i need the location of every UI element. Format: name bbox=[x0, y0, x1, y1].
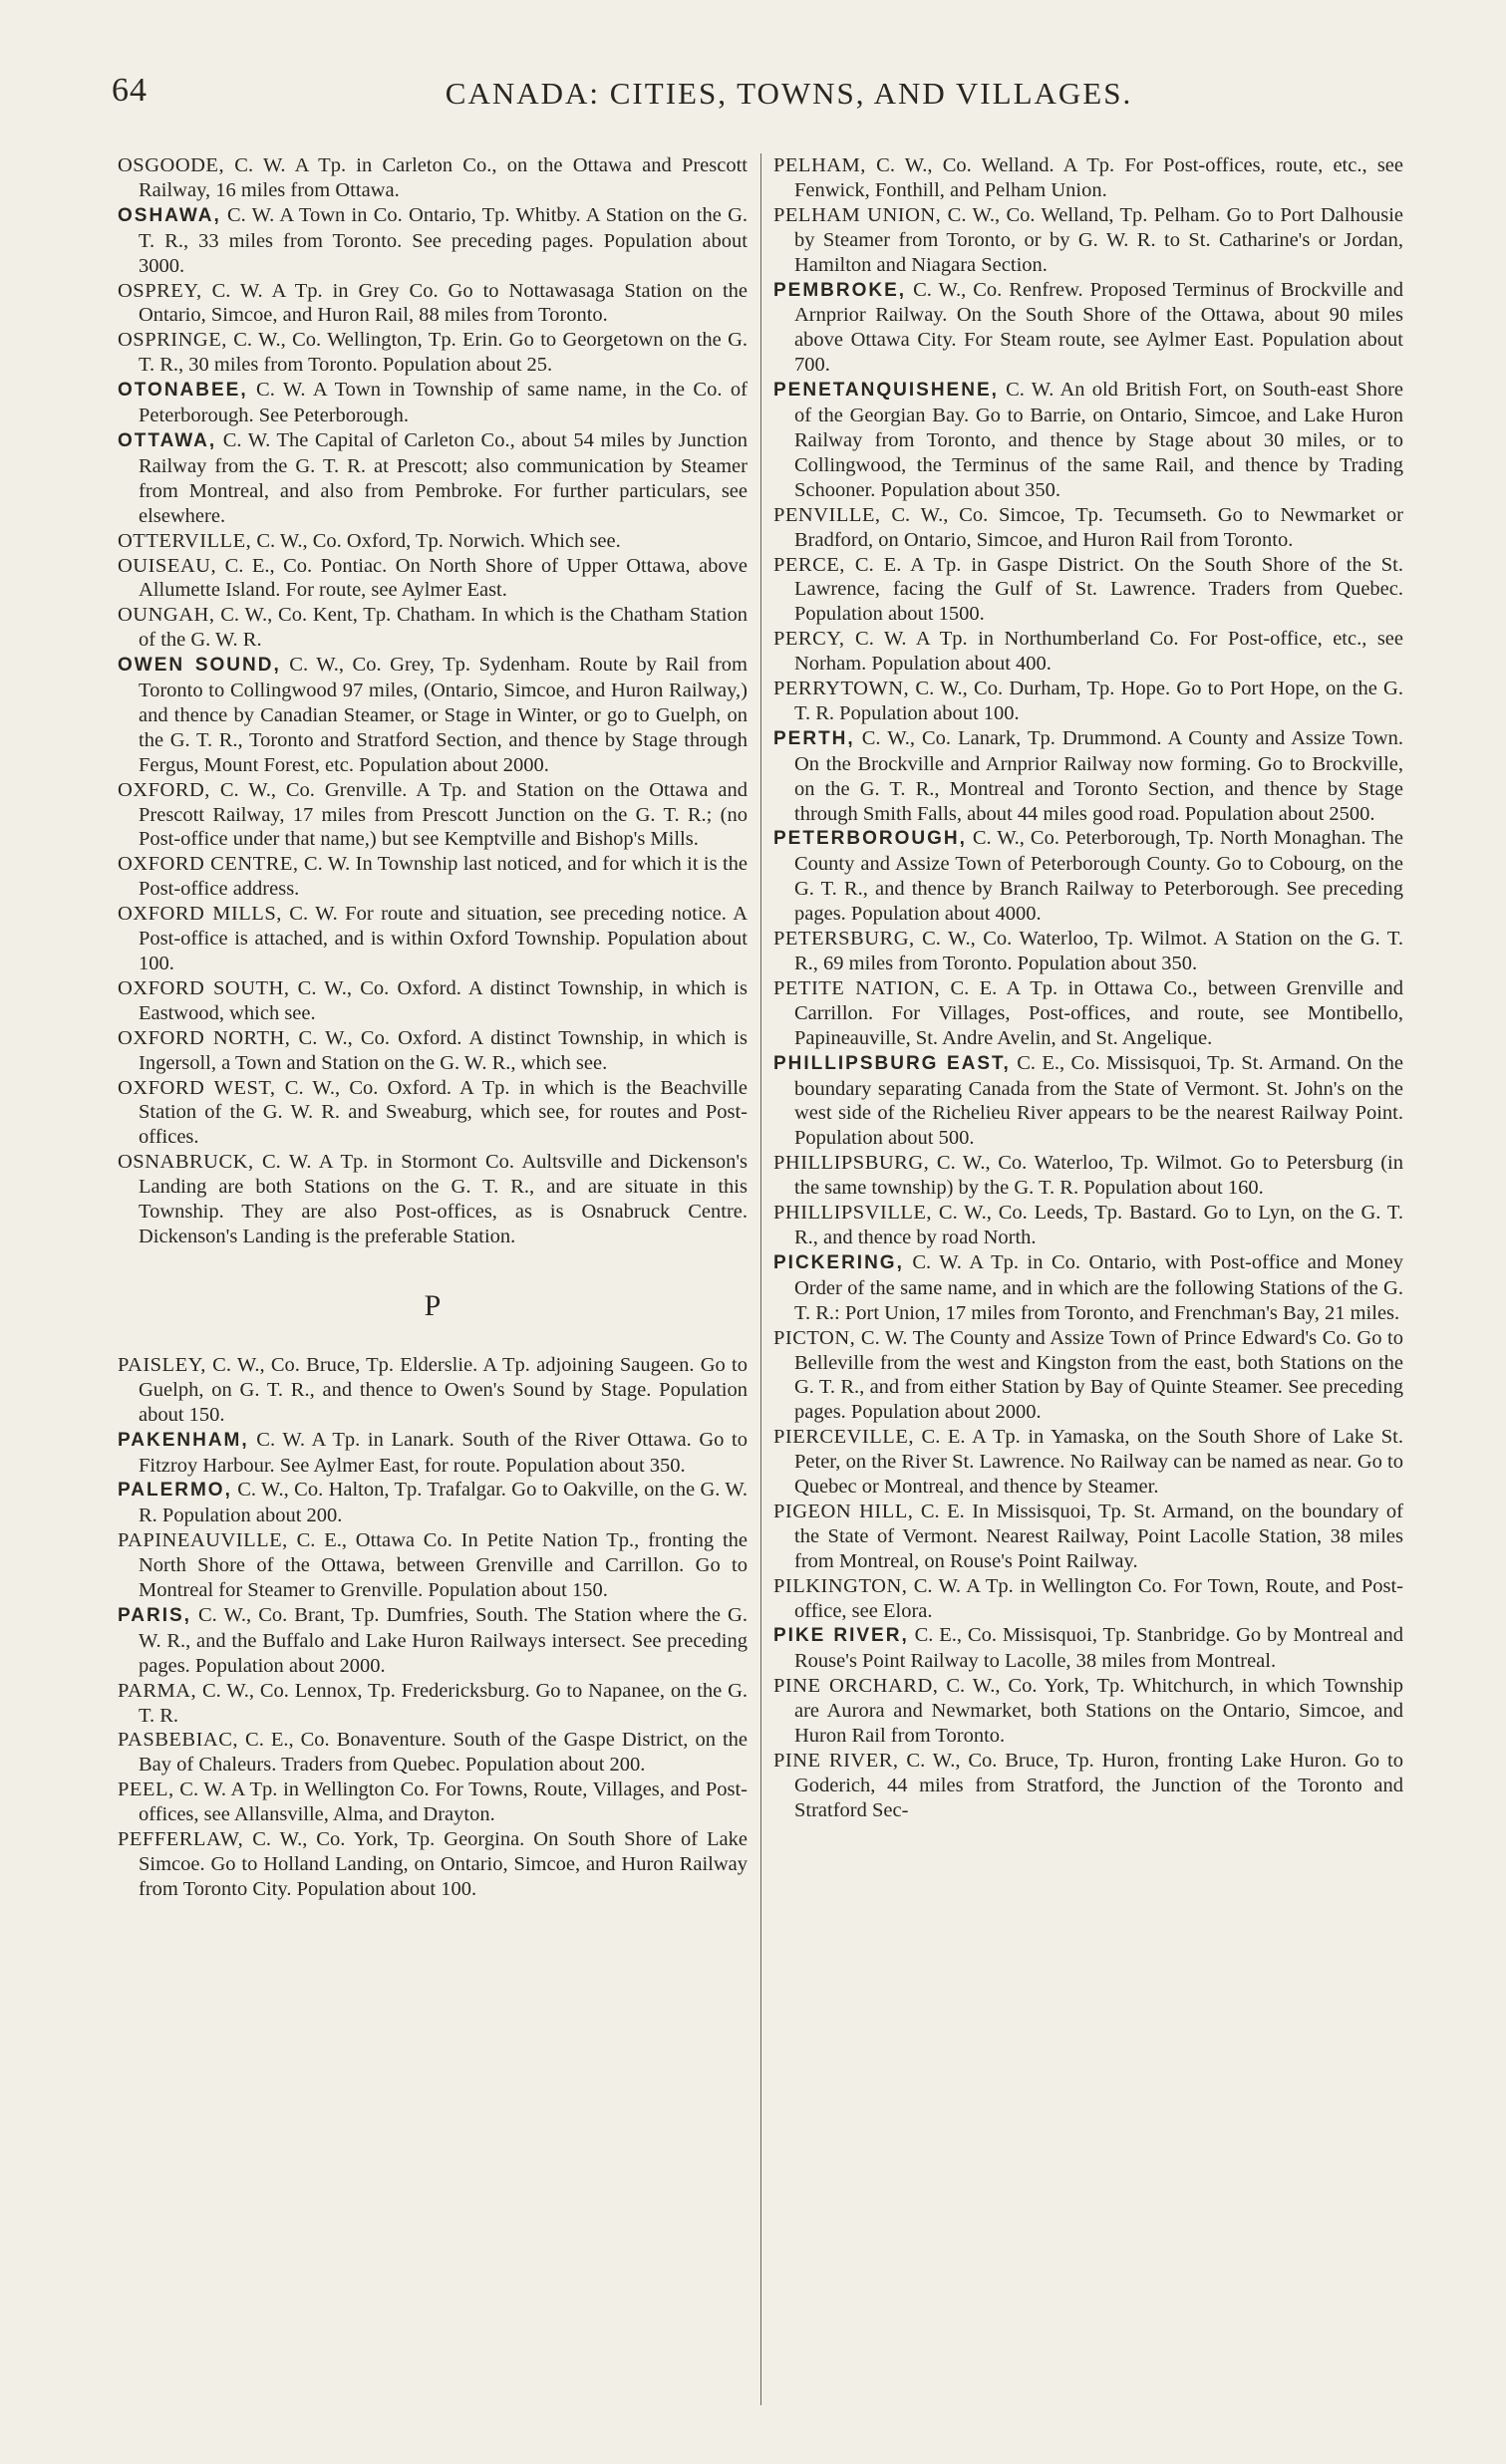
entry-text: C. E., Co. Pontiac. On North Shore of Upper Ottawa, above Allumette Island. For route, see Aylmer East. bbox=[139, 554, 748, 602]
gazetteer-entry bbox=[773, 1250, 1403, 1326]
gazetteer-entry bbox=[773, 203, 1403, 278]
gazetteer-entry bbox=[773, 1051, 1403, 1152]
entry-text: C. W., Co. Grenville. A Tp. and Station on the Ottawa and Prescott Railway, 17 miles from Prescott Junction on the G. T. R.; (no Post-office under that name,) but see Kemptville and Bishop's Mills. bbox=[139, 778, 748, 851]
entry-headword: PAPINEAUVILLE, bbox=[118, 1529, 288, 1552]
gazetteer-entry bbox=[118, 976, 748, 1026]
entry-text: C. W., Co. Leeds, Tp. Bastard. Go to Lyn, on the G. T. R., and thence by road North. bbox=[794, 1202, 1403, 1248]
entry-headword: OTTAWA, bbox=[118, 429, 217, 451]
entry-headword: OXFORD SOUTH, bbox=[118, 976, 290, 999]
gazetteer-entry bbox=[773, 927, 1403, 976]
entry-headword: PELHAM UNION, bbox=[773, 203, 942, 226]
gazetteer-entry bbox=[773, 826, 1403, 927]
entry-headword: OXFORD NORTH, bbox=[118, 1026, 291, 1049]
entry-headword: PENETANQUISHENE, bbox=[773, 380, 999, 402]
gazetteer-entry bbox=[773, 153, 1403, 203]
gazetteer-entry bbox=[773, 976, 1403, 1051]
gazetteer-entry bbox=[118, 428, 748, 529]
gazetteer-entry bbox=[773, 1574, 1403, 1624]
entry-text: C. W., Co. Kent, Tp. Chatham. In which is the Chatham Station of the G. W. R. bbox=[139, 604, 748, 652]
entry-text: C. E. In Missisquoi, Tp. St. Armand, on the boundary of the State of Vermont. Nearest Railway, Point Lacolle Station, 38 miles from Montreal, on Rouse's Point Railway. bbox=[794, 1500, 1403, 1572]
gazetteer-entry bbox=[118, 1603, 748, 1679]
entry-headword: OSPRINGE, bbox=[118, 329, 227, 352]
entry-headword: OSNABRUCK, bbox=[118, 1151, 254, 1174]
entry-headword: PIERCEVILLE, bbox=[773, 1426, 914, 1449]
entry-headword: PILKINGTON, bbox=[773, 1574, 908, 1597]
entry-text: C. W., Co. Oxford. A Tp. in which is the Beachville Station of the G. W. R. and Sweaburg, which see, for routes and Post-offices. bbox=[139, 1076, 748, 1149]
gazetteer-entry bbox=[118, 153, 748, 203]
page-header bbox=[112, 72, 1406, 122]
entry-text: C. W., Co. Wellington, Tp. Erin. Go to Georgetown on the G. T. R., 30 miles from Toronto. Population about 25. bbox=[139, 329, 748, 377]
entry-text: C. E. A Tp. in Gaspe District. On the South Shore of the St. Lawrence, facing the Gulf of St. Lawrence. Traders from Quebec. Population about 1500. bbox=[794, 553, 1403, 626]
gazetteer-entry bbox=[118, 203, 748, 279]
entry-headword: OXFORD CENTRE, bbox=[118, 853, 299, 876]
entry-headword: PHILLIPSBURG EAST, bbox=[773, 1052, 1011, 1074]
entry-headword: PINE RIVER, bbox=[773, 1750, 899, 1772]
running-head: CANADA: CITIES, TOWNS, AND VILLAGES. bbox=[445, 76, 1133, 111]
entry-headword: OXFORD MILLS, bbox=[118, 903, 282, 926]
entry-text: C. E., Co. Missisquoi, Tp. Stanbridge. Go by Montreal and Rouse's Point Railway to Lacolle, 38 miles from Montreal. bbox=[794, 1624, 1403, 1673]
entry-headword: PARIS, bbox=[118, 1604, 191, 1626]
column-divider bbox=[760, 153, 761, 2405]
entry-headword: PEFFERLAW, bbox=[118, 1828, 244, 1851]
entry-text: C. W. An old British Fort, on South-east Shore of the Georgian Bay. Go to Barrie, on Ontario, Simcoe, and Lake Huron Railway from Toronto, and thence by Stage about 30 miles, or to Collingwood, the Terminus of the same Rail, and thence by Trading Schooner. Population about 350. bbox=[794, 379, 1403, 501]
entry-text: C. W., Co. York, Tp. Georgina. On South Shore of Lake Simcoe. Go to Holland Landing, on Ontario, Simcoe, and Huron Railway from Toronto City. Population about 100. bbox=[139, 1828, 748, 1900]
entry-headword: PETERBOROUGH, bbox=[773, 828, 967, 850]
gazetteer-entry bbox=[118, 1827, 748, 1902]
gazetteer-entry bbox=[118, 1478, 748, 1528]
entry-headword: PETITE NATION, bbox=[773, 976, 941, 999]
gazetteer-entry bbox=[118, 1778, 748, 1827]
entry-text: C. W. For route and situation, see preceding notice. A Post-office is attached, and is within Oxford Township. Population about 100. bbox=[139, 903, 748, 974]
entry-headword: PINE ORCHARD, bbox=[773, 1675, 939, 1698]
entry-text: C. E. A Tp. in Ottawa Co., between Grenville and Carrillon. For Villages, Post-offices, and route, see Montibello, Papineauville, St. Andre Avelin, and St. Angelique. bbox=[794, 976, 1403, 1049]
entry-headword: PAKENHAM, bbox=[118, 1429, 249, 1451]
gazetteer-entry bbox=[118, 1528, 748, 1603]
gazetteer-entry bbox=[773, 378, 1403, 503]
entry-headword: PEEL, bbox=[118, 1779, 174, 1801]
entry-headword: OUNGAH, bbox=[118, 604, 215, 627]
gazetteer-entry bbox=[773, 1151, 1403, 1201]
entry-text: C. W., Co. Grey, Tp. Sydenham. Route by Rail from Toronto to Collingwood 97 miles, (Ontario, Simcoe, and Huron Railway,) and thence by Canadian Steamer, or Stage in Winter, or go to Guelph, on the G. T. R., Toronto and Stratford Section, and thence by Stage through Fergus, Mount Forest, etc. Population about 2000. bbox=[139, 654, 748, 776]
gazetteer-entry bbox=[773, 726, 1403, 827]
entry-text: C. W., Co. Lennox, Tp. Fredericksburg. Go to Napanee, on the G. T. R. bbox=[139, 1679, 748, 1727]
gazetteer-entry bbox=[773, 503, 1403, 553]
entry-text: C. W., Co. Lanark, Tp. Drummond. A County and Assize Town. On the Brockville and Arnprior Railway now forming. Go to Brockville, on the G. T. R., Montreal and Toronto Section, and thence by Stage through Smith Falls, about 44 miles good road. Population about 2500. bbox=[794, 726, 1403, 825]
entry-headword: OSPREY, bbox=[118, 279, 202, 302]
entry-text: C. W., Co. Waterloo, Tp. Wilmot. Go to Petersburg (in the same township) by the G. T. R. Population about 160. bbox=[794, 1152, 1403, 1200]
entry-text: C. W. A Tp. in Wellington Co. For Town, Route, and Post-office, see Elora. bbox=[794, 1574, 1403, 1622]
entry-text: C. W., Co. Waterloo, Tp. Wilmot. A Station on the G. T. R., 69 miles from Toronto. Population about 350. bbox=[794, 928, 1403, 974]
entry-headword: OUISEAU, bbox=[118, 554, 217, 577]
entry-text: C. W. A Town in Co. Ontario, Tp. Whitby. A Station on the G. T. R., 33 miles from Toronto. See preceding pages. Population about 3000. bbox=[139, 203, 748, 277]
entry-text: C. W., Co. Bruce, Tp. Huron, fronting Lake Huron. Go to Goderich, 44 miles from Stratford, the Junction of the Toronto and Stratford Sec- bbox=[794, 1750, 1403, 1821]
section-letter: P bbox=[424, 1288, 442, 1322]
entry-headword: OTONABEE, bbox=[118, 380, 248, 402]
gazetteer-entry bbox=[773, 553, 1403, 628]
entry-text: C. W., Co. Oxford. A distinct Township, in which is Ingersoll, a Town and Station on the G. W. R., which see. bbox=[139, 1026, 748, 1074]
gazetteer-entry bbox=[118, 778, 748, 853]
entry-text: C. E., Ottawa Co. In Petite Nation Tp., fronting the North Shore of the Ottawa, between Grenville and Carrillon. Go to Montreal for Steamer to Grenville. Population about 150. bbox=[139, 1529, 748, 1602]
page-number: 64 bbox=[112, 72, 148, 109]
entry-headword: PERTH, bbox=[773, 727, 855, 749]
gazetteer-entry bbox=[118, 1076, 748, 1151]
entry-text: C. W. A Tp. in Lanark. South of the River Ottawa. Go to Fitzroy Harbour. See Aylmer East, for route. Population about 350. bbox=[139, 1428, 748, 1477]
entry-text: C. W., Co. Oxford. A distinct Township, in which is Eastwood, which see. bbox=[139, 976, 748, 1024]
entry-text: C. W. The Capital of Carleton Co., about 54 miles by Junction Railway from the G. T. R. at Prescott; also communication by Steamer from Montreal, and also from Pembroke. For further particulars, see elsewhere. bbox=[139, 428, 748, 527]
entry-text: C. W., Co. Durham, Tp. Hope. Go to Port Hope, on the G. T. R. Population about 100. bbox=[794, 678, 1403, 724]
gazetteer-columns bbox=[118, 153, 1408, 2405]
entry-text: C. W., Co. Simcoe, Tp. Tecumseth. Go to Newmarket or Bradford, on Ontario, Simcoe, and Huron Rail from Toronto. bbox=[794, 503, 1403, 551]
entry-text: C. W., Co. Bruce, Tp. Elderslie. A Tp. adjoining Saugeen. Go to Guelph, on G. T. R., and thence to Owen's Sound by Stage. Population about 150. bbox=[139, 1353, 748, 1426]
entry-text: C. W. A Tp. in Grey Co. Go to Nottawasaga Station on the Ontario, Simcoe, and Huron Rail, 88 miles from Toronto. bbox=[139, 279, 748, 327]
left-column bbox=[118, 153, 748, 2405]
entry-headword: PICTON, bbox=[773, 1326, 856, 1349]
entry-text: C. W. A Tp. in Northumberland Co. For Post-office, etc., see Norham. Population about 400. bbox=[794, 628, 1403, 676]
gazetteer-entry bbox=[118, 1428, 748, 1479]
gazetteer-entry bbox=[118, 902, 748, 976]
gazetteer-entry bbox=[773, 627, 1403, 677]
entry-headword: PENVILLE, bbox=[773, 503, 881, 526]
gazetteer-entry bbox=[773, 1674, 1403, 1749]
gazetteer-entry bbox=[773, 1425, 1403, 1500]
gazetteer-entry bbox=[118, 603, 748, 653]
entry-headword: OSGOODE, bbox=[118, 154, 225, 176]
entry-headword: PEMBROKE, bbox=[773, 279, 907, 301]
gazetteer-entry bbox=[773, 278, 1403, 379]
entry-text: C. W., Co. Welland, Tp. Pelham. Go to Port Dalhousie by Steamer from Toronto, or by G. W. R. to St. Catharine's or Jordan, Hamilton and Niagara Section. bbox=[794, 203, 1403, 276]
entry-text: C. W. A Tp. in Co. Ontario, with Post-office and Money Order of the same name, and in which are the following Stations of the G. T. R.: Port Union, 17 miles from Toronto, and Frenchman's Bay, 21 miles. bbox=[794, 1250, 1403, 1324]
entry-text: C. W. A Town in Township of same name, in the Co. of Peterborough. See Peterborough. bbox=[139, 379, 748, 427]
entry-text: C. W., Co. Welland. A Tp. For Post-offices, route, etc., see Fenwick, Fonthill, and Pelham Union. bbox=[794, 154, 1403, 201]
entry-text: C. W. A Tp. in Carleton Co., on the Ottawa and Prescott Railway, 16 miles from Ottawa. bbox=[139, 154, 748, 201]
entry-text: C. W., Co. Oxford, Tp. Norwich. Which see. bbox=[251, 529, 621, 552]
gazetteer-entry bbox=[118, 1728, 748, 1778]
gazetteer-entry bbox=[118, 378, 748, 428]
entry-headword: PARMA, bbox=[118, 1679, 197, 1702]
gazetteer-entry bbox=[118, 554, 748, 604]
entry-headword: PERRYTOWN, bbox=[773, 678, 910, 700]
gazetteer-entry bbox=[773, 677, 1403, 726]
entry-text: C. W., Co. Halton, Tp. Trafalgar. Go to Oakville, on the G. W. R. Population about 200. bbox=[139, 1479, 748, 1527]
entry-text: C. W. A Tp. in Stormont Co. Aultsville and Dickenson's Landing are both Stations on the G. T. R., and are situate in this Township. They are also Post-offices, as is Osnabruck Centre. Dickenson's Landing is the preferable Station. bbox=[139, 1151, 748, 1247]
gazetteer-entry bbox=[773, 1749, 1403, 1823]
entry-text: C. W. In Township last noticed, and for which it is the Post-office address. bbox=[139, 853, 748, 901]
gazetteer-entry bbox=[118, 529, 748, 554]
entry-headword: PIKE RIVER, bbox=[773, 1625, 909, 1647]
entry-text: C. W. The County and Assize Town of Prince Edward's Co. Go to Belleville from the west and Kingston from the east, both Stations on the G. T. R., and from either Station by Bay of Quinte Steamer. See preceding pages. Population about 2000. bbox=[794, 1326, 1403, 1424]
left-entries-p bbox=[118, 1353, 748, 1902]
entry-headword: PERCE, bbox=[773, 553, 845, 576]
entry-text: C. E., Co. Missisquoi, Tp. St. Armand. On the boundary separating Canada from the State of Vermont. St. John's on the west side of the Richelieu River appears to be the nearest Railway Point. Population about 500. bbox=[794, 1051, 1403, 1150]
gazetteer-entry bbox=[118, 852, 748, 902]
entry-headword: PELHAM, bbox=[773, 154, 866, 176]
entry-headword: PASBEBIAC, bbox=[118, 1729, 239, 1752]
gazetteer-entry bbox=[118, 328, 748, 378]
entry-text: C. W., Co. Renfrew. Proposed Terminus of Brockville and Arnprior Railway. On the South Shore of the Ottawa, about 90 miles above Ottawa City. For Steam route, see Aylmer East. Population about 700. bbox=[794, 278, 1403, 377]
entry-headword: OSHAWA, bbox=[118, 204, 221, 226]
gazetteer-entry bbox=[118, 279, 748, 329]
entry-headword: OXFORD WEST, bbox=[118, 1076, 276, 1099]
gazetteer-entry bbox=[773, 1623, 1403, 1674]
gazetteer-entry bbox=[773, 1500, 1403, 1574]
entry-headword: PHILLIPSBURG, bbox=[773, 1152, 930, 1175]
entry-headword: OTTERVILLE, bbox=[118, 529, 252, 552]
entry-text: C. E. A Tp. in Yamaska, on the South Shore of Lake St. Peter, on the River St. Lawrence. No Railway can be named as near. Go to Quebec or Montreal, and thence by Steamer. bbox=[794, 1426, 1403, 1499]
entry-headword: PALERMO, bbox=[118, 1480, 232, 1502]
entry-headword: PERCY, bbox=[773, 628, 845, 651]
gazetteer-entry bbox=[118, 1679, 748, 1729]
entry-text: C. W., Co. York, Tp. Whitchurch, in which Township are Aurora and Newmarket, both Stations on the Ontario, Simcoe, and Huron Rail from Toronto. bbox=[794, 1675, 1403, 1748]
entry-headword: OXFORD, bbox=[118, 778, 210, 801]
entry-headword: PICKERING, bbox=[773, 1251, 904, 1273]
entry-text: C. W. A Tp. in Wellington Co. For Towns, Route, Villages, and Post-offices, see Allansville, Alma, and Drayton. bbox=[139, 1779, 748, 1826]
entry-headword: PHILLIPSVILLE, bbox=[773, 1202, 933, 1225]
left-entries-o bbox=[118, 153, 748, 1249]
gazetteer-entry bbox=[118, 653, 748, 778]
right-entries bbox=[773, 153, 1403, 1823]
gazetteer-entry bbox=[118, 1026, 748, 1076]
entry-text: C. W., Co. Brant, Tp. Dumfries, South. The Station where the G. W. R., and the Buffalo and Lake Huron Railways intersect. See preceding pages. Population about 2000. bbox=[139, 1603, 748, 1677]
right-column bbox=[773, 153, 1403, 2405]
gazetteer-entry bbox=[118, 1353, 748, 1428]
gazetteer-entry bbox=[118, 1150, 748, 1249]
entry-headword: OWEN SOUND, bbox=[118, 655, 281, 677]
entry-headword: PIGEON HILL, bbox=[773, 1500, 914, 1522]
entry-text: C. W., Co. Peterborough, Tp. North Monaghan. The County and Assize Town of Peterborough County. Go to Cobourg, on the G. T. R., and thence by Branch Railway to Peterborough. See preceding pages. Population about 4000. bbox=[794, 827, 1403, 926]
entry-headword: PAISLEY, bbox=[118, 1353, 206, 1376]
entry-text: C. E., Co. Bonaventure. South of the Gaspe District, on the Bay of Chaleurs. Traders from Quebec. Population about 200. bbox=[139, 1729, 748, 1777]
gazetteer-entry bbox=[773, 1201, 1403, 1250]
entry-headword: PETERSBURG, bbox=[773, 928, 915, 951]
gazetteer-entry bbox=[773, 1326, 1403, 1426]
